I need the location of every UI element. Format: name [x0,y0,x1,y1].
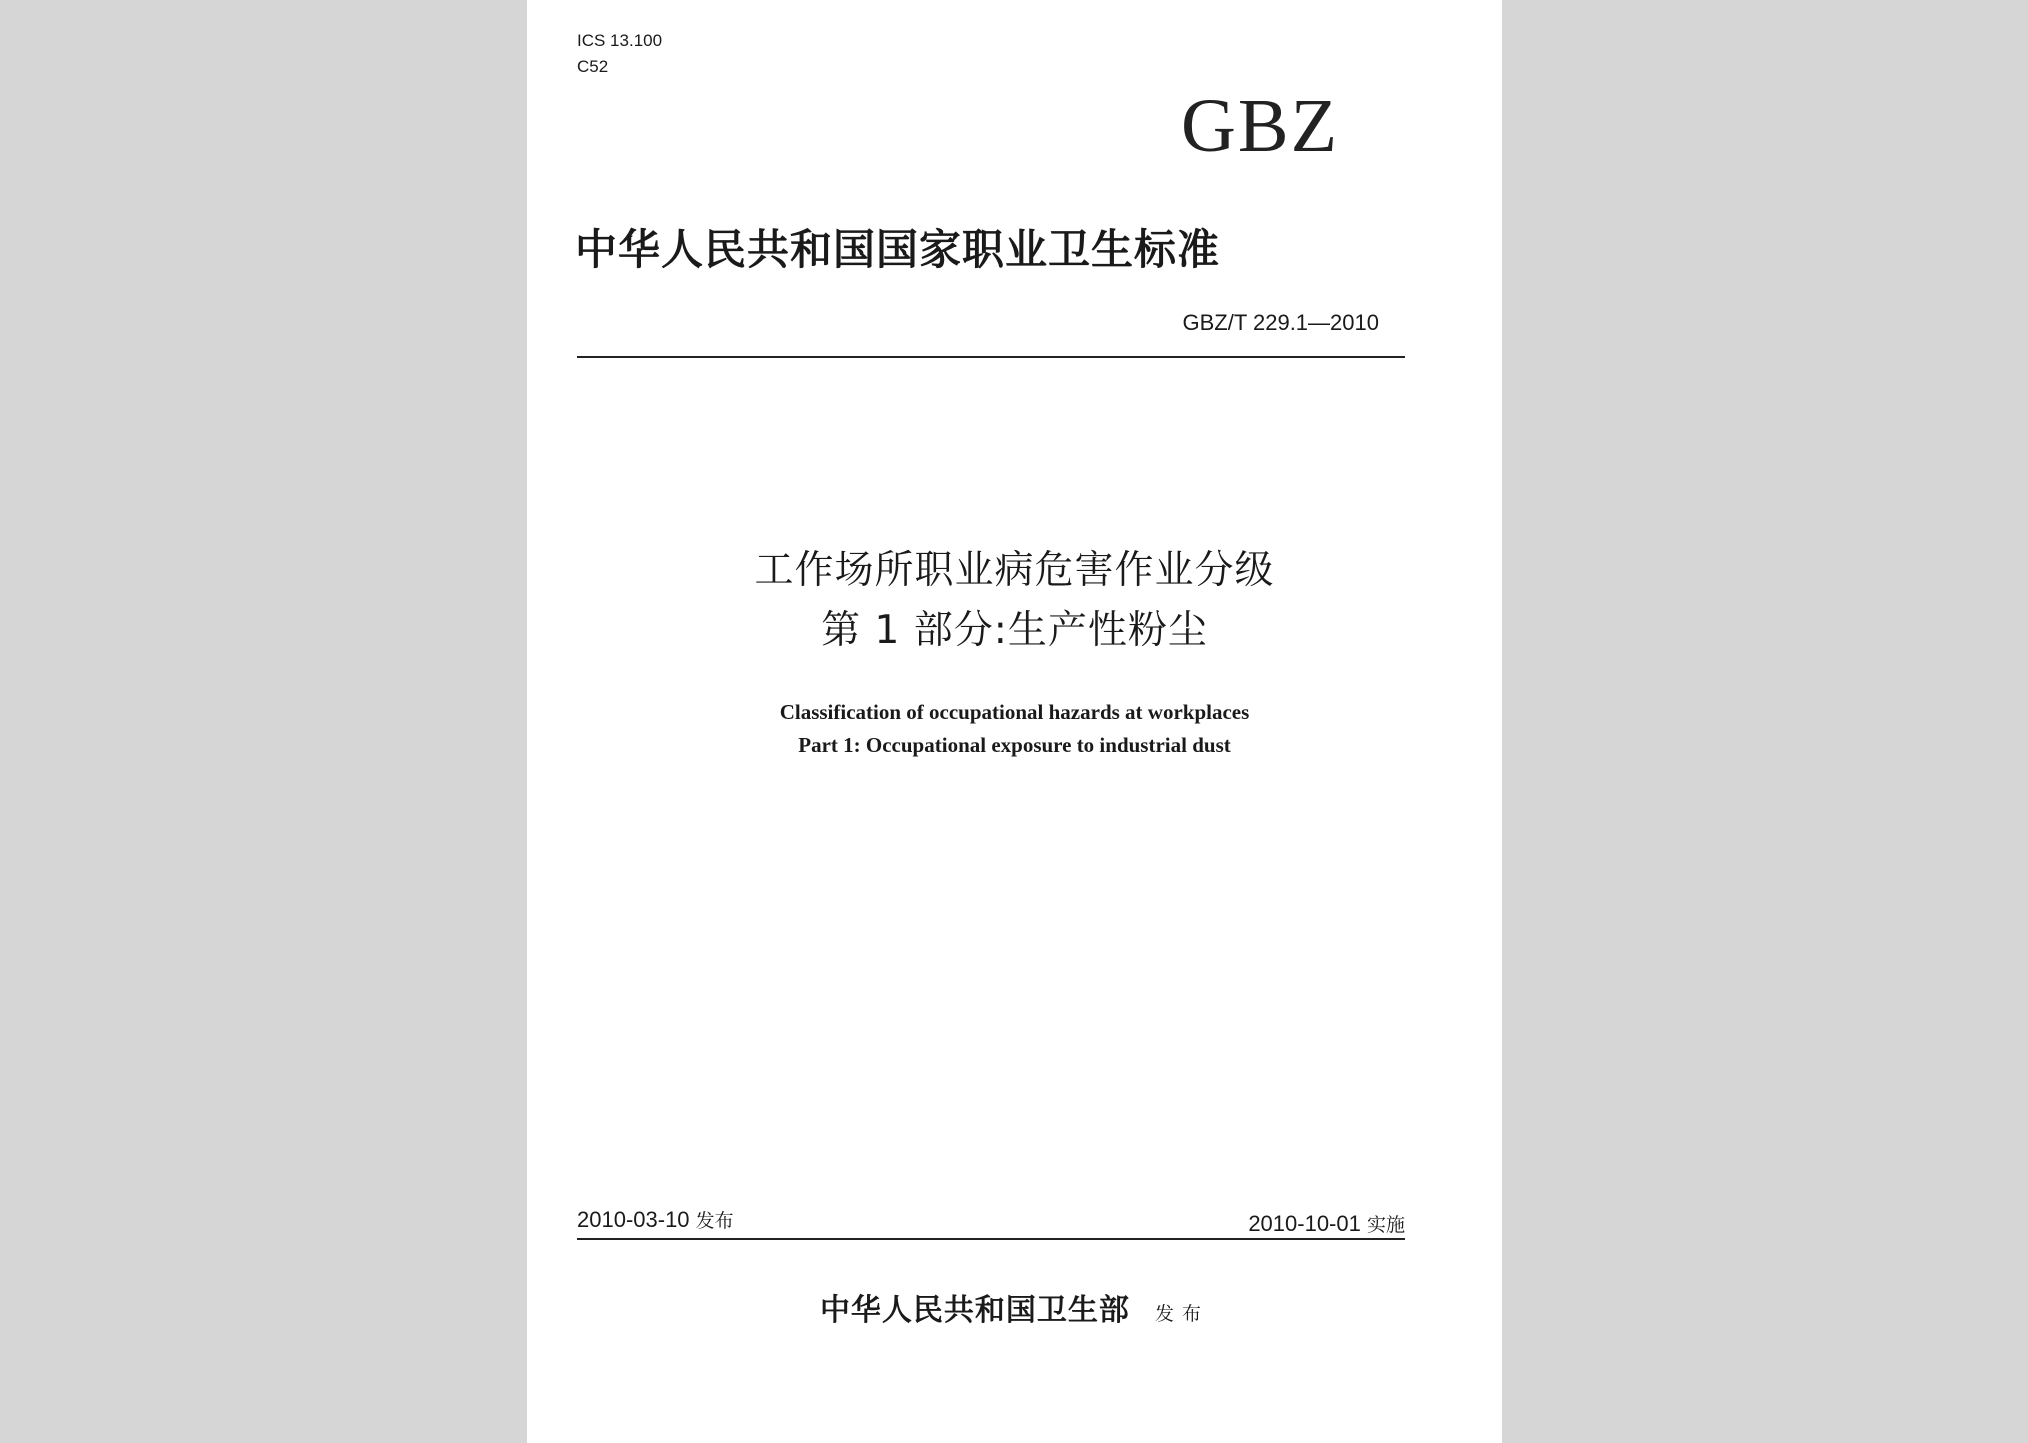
title-english-line-2: Part 1: Occupational exposure to industrial dust [798,733,1231,757]
issue-label: 发布 [695,1210,734,1232]
standard-type-heading: 中华人民共和国国家职业卫生标准 [575,225,1221,274]
title-english-line-1: Classification of occupational hazards at workplaces [779,700,1250,724]
ics-code: ICS 13.100 [577,31,663,50]
publisher-label: 发布 [1155,1303,1210,1325]
implement-date: 2010-10-01 [1248,1211,1361,1236]
header-divider [577,356,1405,358]
standard-number: GBZ/T 229.1—2010 [1182,310,1379,335]
title-chinese-line-1: 工作场所职业病危害作业分级 [754,548,1275,593]
publisher-name: 中华人民共和国卫生部 [819,1293,1130,1328]
document-page [527,0,1502,1443]
title-chinese-line-2: 第 1 部分:生产性粉尘 [821,608,1208,653]
issue-date: 2010-03-10 [577,1207,690,1232]
ccs-code: C52 [577,57,609,76]
publisher-block [527,1285,1502,1329]
issue-date-block [577,1206,734,1235]
footer-divider [577,1238,1405,1240]
implement-date-block [1248,1210,1405,1239]
gbz-logo: GBZ [1181,84,1339,168]
implement-label: 实施 [1366,1214,1405,1236]
